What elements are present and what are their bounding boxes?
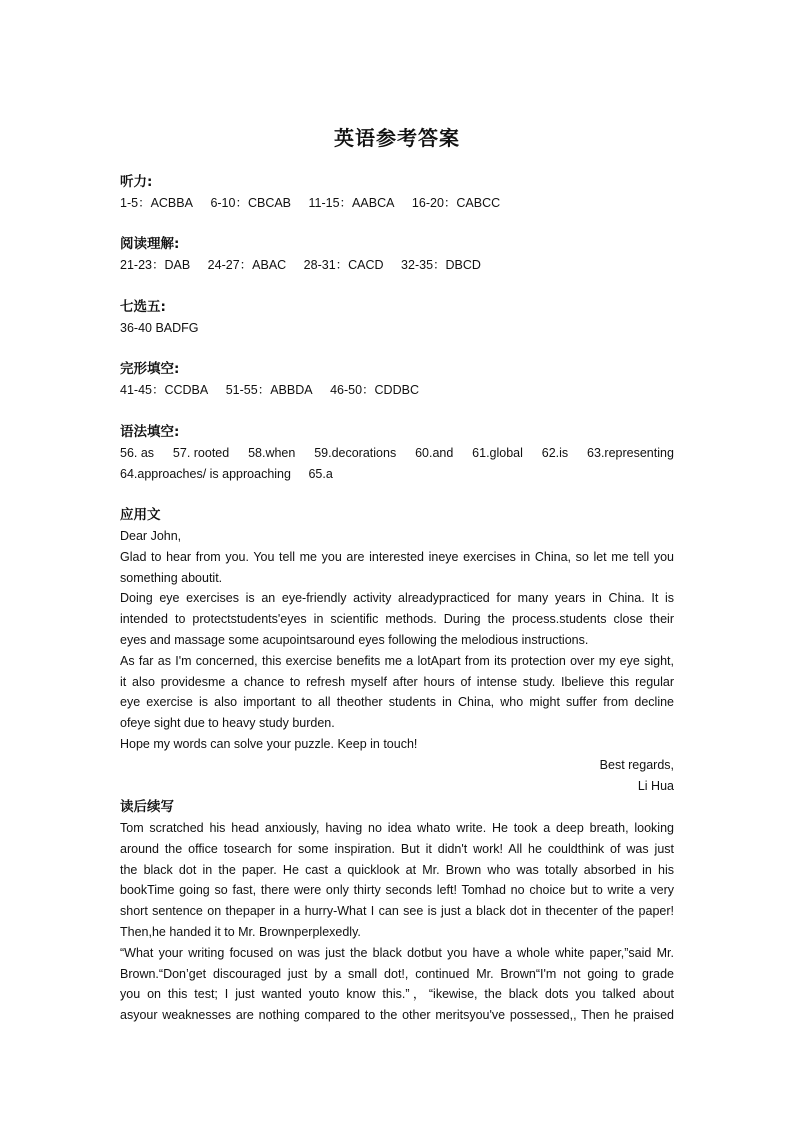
grammar-answer: 58.when	[248, 446, 296, 460]
writing-line: Doing eye exercises is an eye-friendly activity alreadypracticed for many years in China. It is	[120, 591, 674, 606]
writing-line: eyes and massage some acupointsaround eyes following the melodious instructions.	[120, 632, 589, 647]
seven-five-heading: 七选五:	[120, 299, 166, 315]
grammar-answers-row-2	[120, 464, 674, 485]
writing-line: ofeye sight due to heavy study burden.	[120, 716, 335, 731]
writing-line: intended to protectstudents'eyes in scientific methods. During the process.students close their	[120, 612, 674, 627]
continuation-line: bookTime going so fast, there were only thirty seconds left! Tomhad no choice but to write a very	[120, 883, 674, 898]
reading-answers	[120, 255, 674, 276]
listening-answers	[120, 193, 674, 214]
grammar-answer: 61.global	[472, 446, 523, 460]
answer-group: 11-15：AABCA	[308, 196, 395, 210]
grammar-answer: 59.decorations	[314, 446, 397, 460]
page-title: 英语参考答案	[334, 126, 460, 150]
writing-heading: 应用文	[120, 507, 161, 523]
grammar-answer: 63.representing	[587, 446, 674, 460]
writing-line: Hope my words can solve your puzzle. Keep in touch!	[120, 736, 418, 751]
answer-group: 46-50：CDDBC	[330, 383, 419, 397]
continuation-line: asyour weaknesses are nothing compared to the other meritsyou've possessed,, Then he praised	[120, 1008, 674, 1023]
continuation-line: the black dot in the paper. He cast a quicklook at Mr. Brown who was totally absorbed in his	[120, 862, 674, 877]
writing-line: Glad to hear from you. You tell me you are interested ineye exercises in China, so let me tell you	[120, 549, 674, 564]
answer-group: 32-35：DBCD	[401, 258, 481, 272]
grammar-answer: 57. rooted	[172, 446, 230, 460]
listening-section	[120, 172, 674, 214]
answer-group: 1-5：ACBBA	[120, 196, 193, 210]
cloze-heading: 完形填空:	[120, 361, 180, 377]
answer-group: 16-20：CABCC	[411, 196, 501, 210]
continuation-heading: 读后续写	[120, 799, 174, 815]
answer-group: 28-31：CACD	[303, 258, 384, 272]
grammar-answer: 62.is	[541, 446, 569, 460]
answer-group: 6-10：CBCAB	[210, 196, 292, 210]
answer-group: 41-45：CCDBA	[120, 383, 209, 397]
writing-line: eye exercise is also important to all theother students in China, who might suffer from decline	[120, 695, 674, 710]
answer-group: 24-27：ABAC	[207, 258, 287, 272]
grammar-heading: 语法填空:	[120, 424, 180, 440]
cloze-answers	[120, 380, 674, 401]
listening-heading: 听力:	[120, 174, 153, 190]
reading-section	[120, 234, 674, 276]
grammar-answer: 56. as	[120, 446, 155, 460]
reading-heading: 阅读理解:	[120, 236, 180, 252]
continuation-line: around the office tosearch for some inspiration. But it didn't work! All he couldthink of was just	[120, 841, 674, 856]
answer-group: 51-55：ABBDA	[225, 383, 313, 397]
grammar-answer: 60.and	[415, 446, 454, 460]
writing-salutation: Dear John,	[120, 529, 182, 543]
seven-five-section	[120, 297, 674, 339]
continuation-line: Brown.“Don’get discouraged just by a small dot!, continued Mr. Brown“I'm not going to grade	[120, 966, 674, 981]
writing-closing: Best regards,	[599, 757, 674, 772]
writing-signature: Li Hua	[637, 778, 674, 793]
continuation-line: Then,he handed it to Mr. Brownperplexedly.	[120, 924, 361, 939]
grammar-answer: 65.a	[308, 466, 333, 481]
seven-five-answer: 36-40 BADFG	[120, 321, 199, 335]
writing-line: something aboutit.	[120, 570, 223, 585]
continuation-line: “What your writing focused on was just the black dotbut you have a whole white paper,”said Mr.	[120, 945, 674, 960]
writing-section	[120, 505, 674, 796]
grammar-answers-row-1	[120, 443, 674, 464]
continuation-line: Tom scratched his head anxiously, having no idea whato write. He took a deep breath, looking	[120, 821, 674, 835]
grammar-section	[120, 422, 674, 485]
writing-line: it also providesme a chance to refresh myself after hours of intense study. Ibelieve this regular	[120, 674, 674, 689]
cloze-section	[120, 359, 674, 401]
continuation-line: short sentence on thepaper in a hurry-What I can see is just a black dot in thecenter of the paper!	[120, 904, 674, 919]
answer-group: 21-23：DAB	[120, 258, 191, 272]
continuation-line: you on this test; I just wanted youto know this.”，“ikewise, the black dots you talked about	[120, 987, 674, 1002]
continuation-section	[120, 797, 674, 1026]
writing-line: As far as I'm concerned, this exercise benefits me a lotApart from its protection over my eye sight,	[120, 653, 674, 668]
grammar-answer: 64.approaches/ is approaching	[120, 466, 291, 481]
